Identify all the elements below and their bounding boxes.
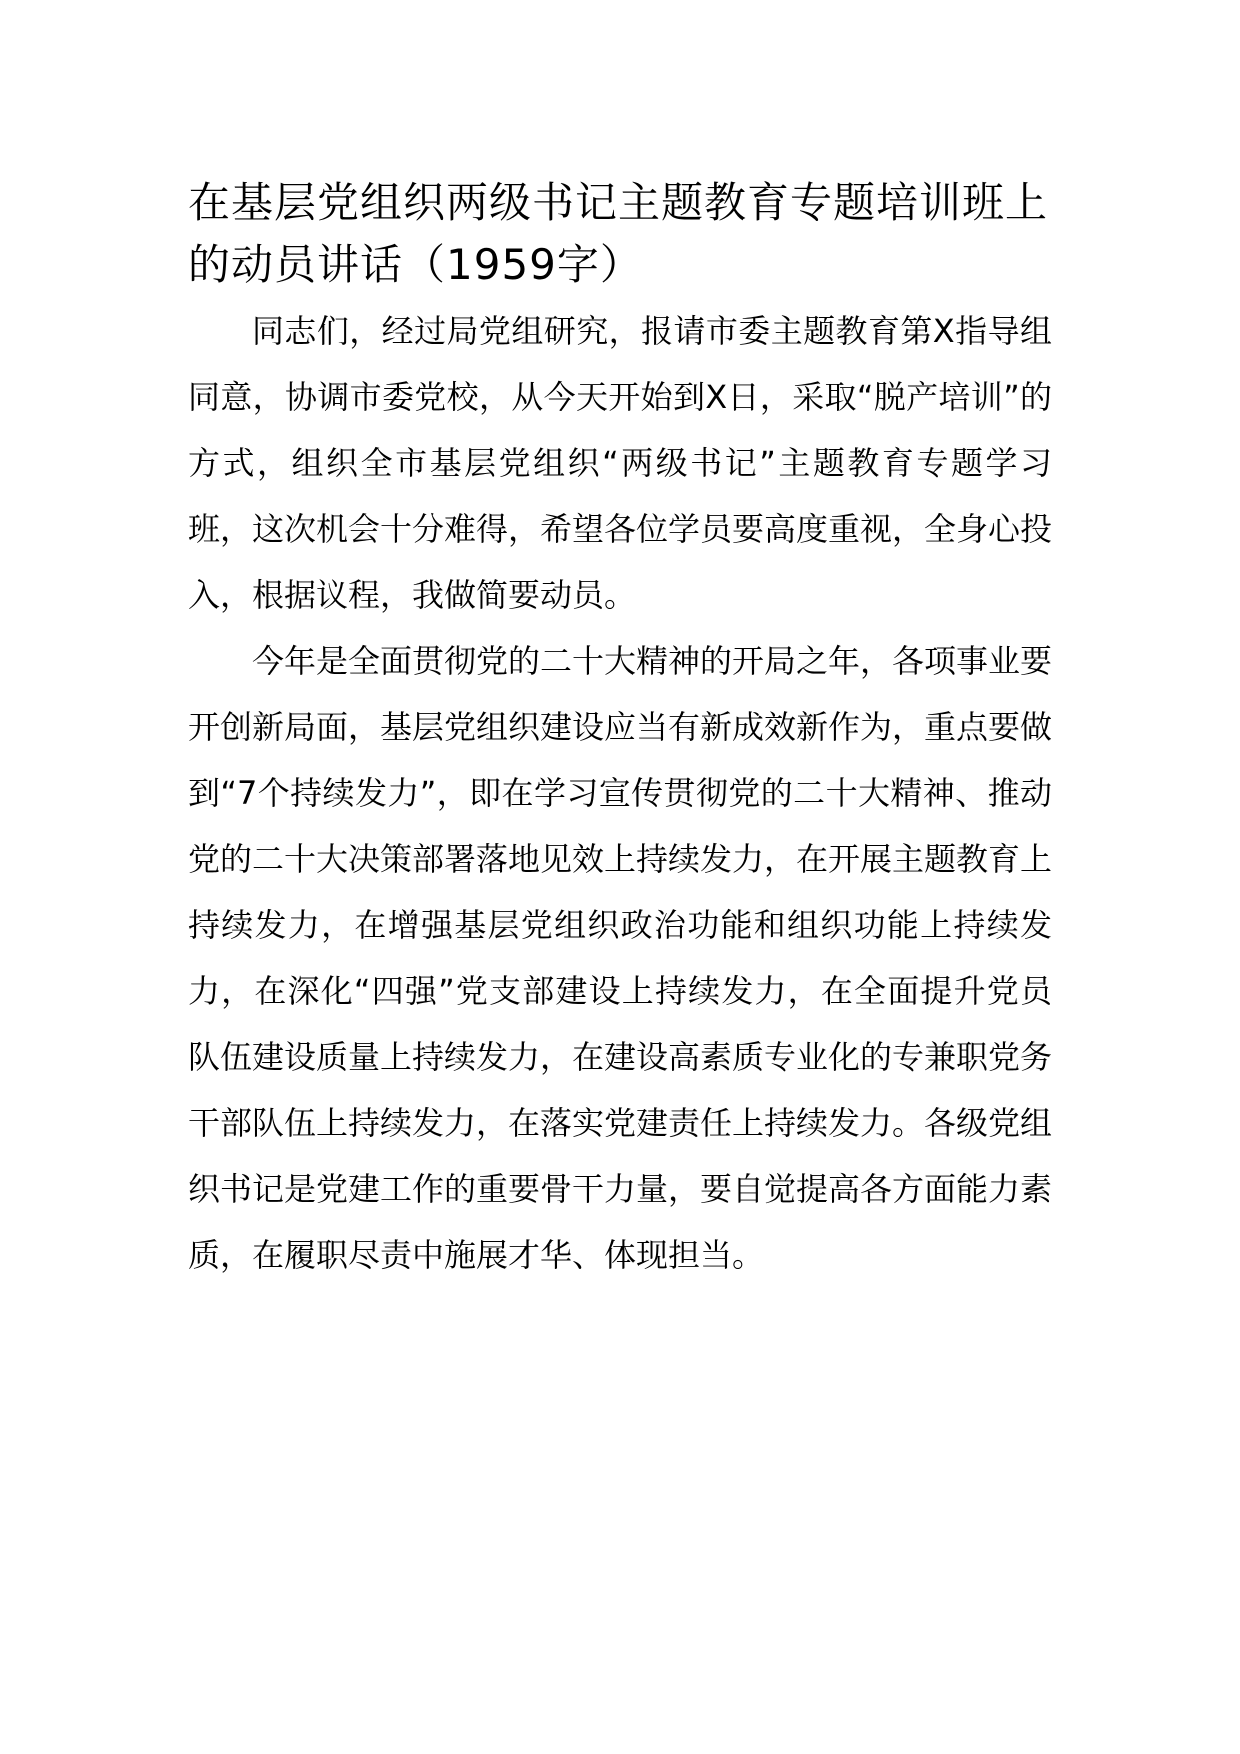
paragraph-opening: 同志们，经过局党组研究，报请市委主题教育第X指导组同意，协调市委党校，从今天开始到X日，采取“脱产培训”的方式，组织全市基层党组织“两级书记”主题教育专题学习班，这次机会十分难得，希望各位学员要高度重视，全身心投入，根据议程，我做简要动员。 xyxy=(188,312,1053,614)
document-body xyxy=(188,172,1052,1288)
paragraph-main: 今年是全面贯彻党的二十大精神的开局之年，各项事业要开创新局面，基层党组织建设应当有新成效新作为，重点要做到“7个持续发力”，即在学习宣传贯彻党的二十大精神、推动党的二十大决策部署落地见效上持续发力，在开展主题教育上持续发力，在增强基层党组织政治功能和组织功能上持续发力，在深化“四强”党支部建设上持续发力，在全面提升党员队伍建设质量上持续发力，在建设高素质专业化的专兼职党务干部队伍上持续发力，在落实党建责任上持续发力。各级党组织书记是党建工作的重要骨干力量，要自觉提高各方面能力素质，在履职尽责中施展才华、体现担当。 xyxy=(188,642,1053,1274)
document-title: 在基层党组织两级书记主题教育专题培训班上的动员讲话（1959字） xyxy=(188,178,1049,289)
